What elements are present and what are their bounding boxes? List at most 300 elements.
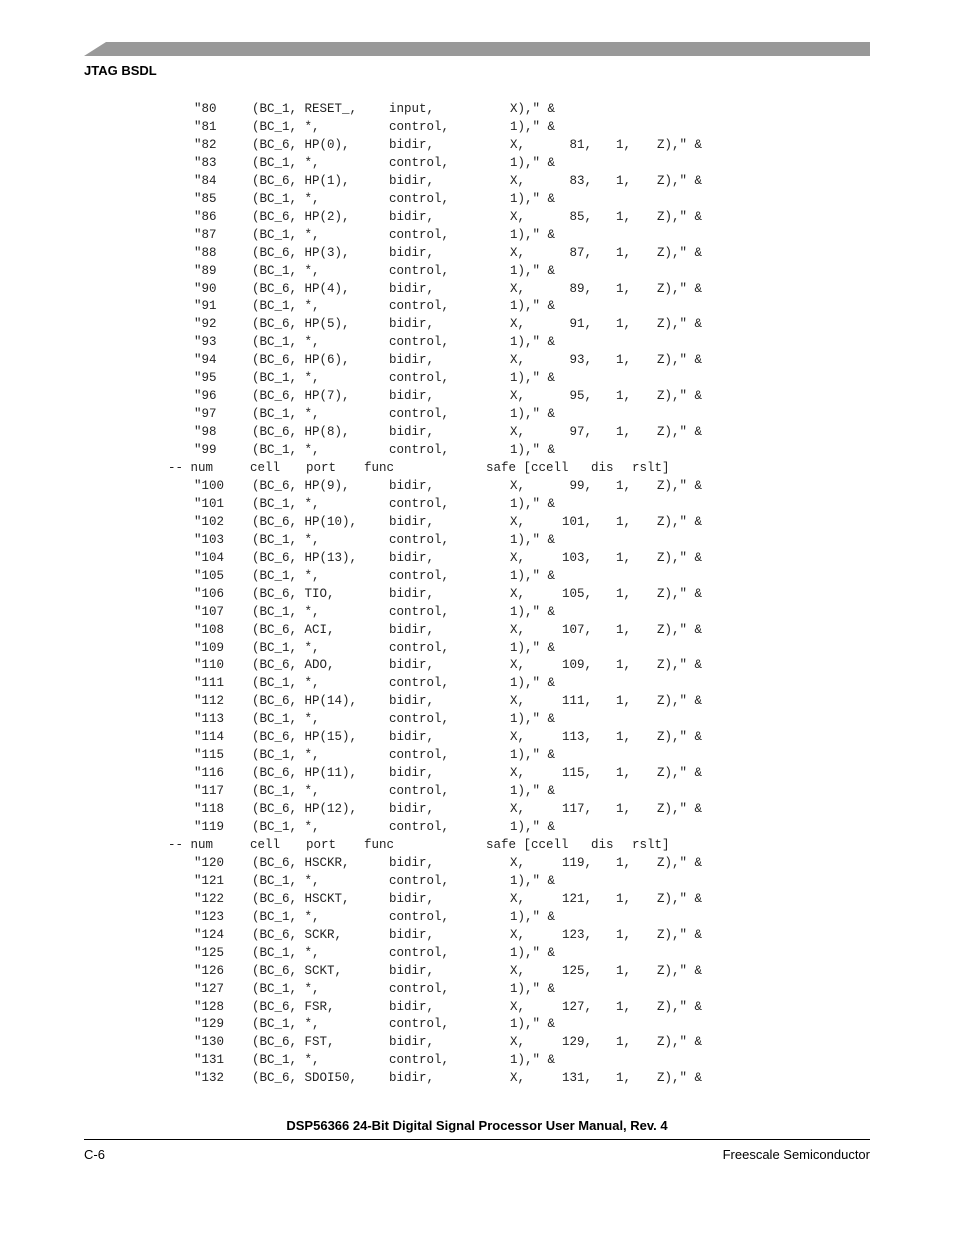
- cell-dis: 1,: [616, 658, 632, 673]
- cell-type: (BC_1, *,: [252, 640, 320, 655]
- column-header: safe [ccell: [486, 837, 569, 852]
- cell-dis: 1,: [616, 963, 632, 978]
- cell-safe: X,: [510, 855, 526, 870]
- cell-type: (BC_6, HP(14),: [252, 694, 358, 709]
- cell-num: "93: [194, 335, 217, 350]
- cell-safe: 1)," &: [510, 155, 556, 170]
- cell-func: bidir,: [389, 766, 435, 781]
- cell-type: (BC_6, SCKT,: [252, 963, 343, 978]
- cell-type: (BC_6, SCKR,: [252, 927, 343, 942]
- cell-num: "83: [194, 155, 217, 170]
- cell-type: (BC_1, *,: [252, 1053, 320, 1068]
- cell-safe: 1)," &: [510, 407, 556, 422]
- cell-type: (BC_1, *,: [252, 443, 320, 458]
- cell-ccell: 89,: [569, 281, 592, 296]
- cell-dis: 1,: [616, 1071, 632, 1086]
- cell-num: "113: [194, 712, 225, 727]
- cell-type: (BC_1, *,: [252, 909, 320, 924]
- cell-rslt: Z)," &: [657, 730, 703, 745]
- cell-dis: 1,: [616, 550, 632, 565]
- cell-num: "129: [194, 1017, 225, 1032]
- cell-safe: 1)," &: [510, 532, 556, 547]
- cell-type: (BC_6, FSR,: [252, 999, 335, 1014]
- cell-num: "105: [194, 568, 225, 583]
- cell-safe: 1)," &: [510, 371, 556, 386]
- company-name: Freescale Semiconductor: [722, 1147, 870, 1162]
- header-banner: [84, 42, 870, 56]
- cell-dis: 1,: [616, 245, 632, 260]
- cell-dis: 1,: [616, 855, 632, 870]
- cell-rslt: Z)," &: [657, 478, 703, 493]
- cell-func: bidir,: [389, 891, 435, 906]
- cell-dis: 1,: [616, 1035, 632, 1050]
- cell-safe: X,: [510, 353, 526, 368]
- cell-rslt: Z)," &: [657, 209, 703, 224]
- cell-type: (BC_6, FST,: [252, 1035, 335, 1050]
- cell-type: (BC_1, *,: [252, 532, 320, 547]
- cell-func: control,: [389, 119, 450, 134]
- cell-rslt: Z)," &: [657, 137, 703, 152]
- cell-num: "126: [194, 963, 225, 978]
- cell-num: "117: [194, 784, 225, 799]
- cell-func: bidir,: [389, 802, 435, 817]
- column-header: dis: [591, 837, 614, 852]
- column-header: cell: [250, 837, 281, 852]
- cell-safe: X,: [510, 245, 526, 260]
- cell-rslt: Z)," &: [657, 694, 703, 709]
- cell-num: "80: [194, 102, 217, 116]
- cell-type: (BC_6, HP(2),: [252, 209, 350, 224]
- cell-num: "132: [194, 1071, 225, 1086]
- cell-num: "131: [194, 1053, 225, 1068]
- cell-ccell: 121,: [561, 891, 592, 906]
- cell-type: (BC_6, HP(1),: [252, 173, 350, 188]
- cell-dis: 1,: [616, 353, 632, 368]
- cell-ccell: 117,: [561, 802, 592, 817]
- cell-type: (BC_1, *,: [252, 496, 320, 511]
- cell-num: "125: [194, 945, 225, 960]
- column-header: safe [ccell: [486, 461, 569, 475]
- cell-rslt: Z)," &: [657, 317, 703, 332]
- column-header: func: [364, 837, 395, 852]
- cell-ccell: 101,: [561, 514, 592, 529]
- cell-rslt: Z)," &: [657, 514, 703, 529]
- cell-func: bidir,: [389, 586, 435, 601]
- cell-num: "124: [194, 927, 225, 942]
- cell-type: (BC_1, *,: [252, 299, 320, 314]
- cell-ccell: 81,: [569, 137, 592, 152]
- cell-ccell: 127,: [561, 999, 592, 1014]
- cell-num: "121: [194, 873, 225, 888]
- cell-type: (BC_6, HSCKT,: [252, 891, 350, 906]
- cell-safe: 1)," &: [510, 299, 556, 314]
- cell-rslt: Z)," &: [657, 999, 703, 1014]
- cell-safe: 1)," &: [510, 568, 556, 583]
- cell-ccell: 91,: [569, 317, 592, 332]
- cell-func: control,: [389, 676, 450, 691]
- cell-func: bidir,: [389, 1071, 435, 1086]
- cell-dis: 1,: [616, 730, 632, 745]
- cell-func: bidir,: [389, 658, 435, 673]
- cell-type: (BC_1, *,: [252, 155, 320, 170]
- cell-func: control,: [389, 227, 450, 242]
- column-header: rslt]: [632, 837, 670, 852]
- cell-dis: 1,: [616, 891, 632, 906]
- column-header: dis: [591, 461, 614, 475]
- cell-dis: 1,: [616, 586, 632, 601]
- cell-num: "95: [194, 371, 217, 386]
- cell-num: "118: [194, 802, 225, 817]
- cell-safe: X,: [510, 694, 526, 709]
- cell-rslt: Z)," &: [657, 766, 703, 781]
- cell-func: bidir,: [389, 927, 435, 942]
- cell-func: bidir,: [389, 353, 435, 368]
- cell-rslt: Z)," &: [657, 586, 703, 601]
- cell-type: (BC_6, HP(4),: [252, 281, 350, 296]
- cell-safe: X)," &: [510, 102, 556, 116]
- cell-type: (BC_6, HP(11),: [252, 766, 358, 781]
- cell-dis: 1,: [616, 317, 632, 332]
- cell-safe: 1)," &: [510, 1017, 556, 1032]
- cell-ccell: 107,: [561, 622, 592, 637]
- cell-dis: 1,: [616, 694, 632, 709]
- cell-func: control,: [389, 155, 450, 170]
- cell-num: "86: [194, 209, 217, 224]
- cell-num: "96: [194, 389, 217, 404]
- cell-safe: X,: [510, 1035, 526, 1050]
- cell-safe: X,: [510, 927, 526, 942]
- cell-func: control,: [389, 496, 450, 511]
- cell-safe: X,: [510, 730, 526, 745]
- cell-type: (BC_1, *,: [252, 604, 320, 619]
- cell-func: control,: [389, 640, 450, 655]
- cell-func: control,: [389, 604, 450, 619]
- cell-func: control,: [389, 371, 450, 386]
- cell-num: "120: [194, 855, 225, 870]
- cell-num: "109: [194, 640, 225, 655]
- cell-type: (BC_1, *,: [252, 945, 320, 960]
- cell-num: "111: [194, 676, 225, 691]
- cell-type: (BC_6, HP(6),: [252, 353, 350, 368]
- cell-rslt: Z)," &: [657, 963, 703, 978]
- cell-func: bidir,: [389, 389, 435, 404]
- cell-safe: 1)," &: [510, 748, 556, 763]
- cell-type: (BC_1, *,: [252, 407, 320, 422]
- cell-rslt: Z)," &: [657, 622, 703, 637]
- cell-func: bidir,: [389, 694, 435, 709]
- cell-rslt: Z)," &: [657, 550, 703, 565]
- cell-func: control,: [389, 299, 450, 314]
- column-header: -- num: [168, 837, 214, 852]
- cell-func: control,: [389, 748, 450, 763]
- cell-rslt: Z)," &: [657, 245, 703, 260]
- cell-ccell: 125,: [561, 963, 592, 978]
- cell-num: "110: [194, 658, 225, 673]
- cell-safe: 1)," &: [510, 784, 556, 799]
- cell-num: "108: [194, 622, 225, 637]
- cell-safe: X,: [510, 173, 526, 188]
- cell-type: (BC_1, *,: [252, 335, 320, 350]
- cell-type: (BC_1, *,: [252, 873, 320, 888]
- cell-safe: X,: [510, 586, 526, 601]
- cell-rslt: Z)," &: [657, 173, 703, 188]
- column-header: -- num: [168, 461, 214, 475]
- cell-type: (BC_6, HP(0),: [252, 137, 350, 152]
- cell-func: bidir,: [389, 963, 435, 978]
- cell-safe: 1)," &: [510, 604, 556, 619]
- cell-safe: X,: [510, 999, 526, 1014]
- cell-func: bidir,: [389, 281, 435, 296]
- cell-ccell: 85,: [569, 209, 592, 224]
- cell-ccell: 123,: [561, 927, 592, 942]
- cell-dis: 1,: [616, 927, 632, 942]
- cell-safe: X,: [510, 389, 526, 404]
- cell-type: (BC_6, HP(13),: [252, 550, 358, 565]
- cell-rslt: Z)," &: [657, 353, 703, 368]
- cell-type: (BC_1, *,: [252, 568, 320, 583]
- cell-func: control,: [389, 712, 450, 727]
- cell-func: bidir,: [389, 1035, 435, 1050]
- cell-func: bidir,: [389, 999, 435, 1014]
- cell-safe: 1)," &: [510, 1053, 556, 1068]
- cell-ccell: 105,: [561, 586, 592, 601]
- cell-safe: X,: [510, 802, 526, 817]
- cell-safe: 1)," &: [510, 496, 556, 511]
- footer-title: DSP56366 24-Bit Digital Signal Processor User Manual, Rev. 4: [286, 1118, 668, 1133]
- cell-safe: X,: [510, 622, 526, 637]
- cell-num: "82: [194, 137, 217, 152]
- cell-ccell: 103,: [561, 550, 592, 565]
- cell-func: bidir,: [389, 209, 435, 224]
- cell-safe: X,: [510, 766, 526, 781]
- cell-dis: 1,: [616, 999, 632, 1014]
- cell-func: bidir,: [389, 514, 435, 529]
- cell-num: "122: [194, 891, 225, 906]
- cell-func: bidir,: [389, 425, 435, 440]
- cell-dis: 1,: [616, 173, 632, 188]
- cell-num: "127: [194, 981, 225, 996]
- cell-num: "114: [194, 730, 225, 745]
- cell-safe: X,: [510, 317, 526, 332]
- cell-rslt: Z)," &: [657, 425, 703, 440]
- cell-func: input,: [389, 102, 435, 116]
- cell-num: "94: [194, 353, 217, 368]
- cell-safe: X,: [510, 281, 526, 296]
- cell-func: control,: [389, 784, 450, 799]
- cell-rslt: Z)," &: [657, 802, 703, 817]
- cell-safe: X,: [510, 137, 526, 152]
- cell-type: (BC_1, *,: [252, 191, 320, 206]
- cell-func: bidir,: [389, 478, 435, 493]
- cell-func: control,: [389, 263, 450, 278]
- cell-num: "89: [194, 263, 217, 278]
- cell-ccell: 99,: [569, 478, 592, 493]
- cell-num: "123: [194, 909, 225, 924]
- cell-dis: 1,: [616, 478, 632, 493]
- cell-num: "102: [194, 514, 225, 529]
- cell-ccell: 83,: [569, 173, 592, 188]
- cell-safe: 1)," &: [510, 873, 556, 888]
- cell-func: bidir,: [389, 137, 435, 152]
- cell-num: "81: [194, 119, 217, 134]
- cell-rslt: Z)," &: [657, 1035, 703, 1050]
- cell-type: (BC_6, HSCKR,: [252, 855, 350, 870]
- cell-num: "112: [194, 694, 225, 709]
- cell-num: "90: [194, 281, 217, 296]
- cell-ccell: 111,: [561, 694, 592, 709]
- cell-num: "84: [194, 173, 217, 188]
- cell-type: (BC_6, HP(3),: [252, 245, 350, 260]
- cell-ccell: 113,: [561, 730, 592, 745]
- column-header: port: [306, 461, 337, 475]
- cell-safe: X,: [510, 425, 526, 440]
- cell-func: control,: [389, 443, 450, 458]
- cell-rslt: Z)," &: [657, 891, 703, 906]
- section-title: JTAG BSDL: [84, 63, 157, 78]
- cell-rslt: Z)," &: [657, 389, 703, 404]
- cell-func: bidir,: [389, 245, 435, 260]
- cell-func: control,: [389, 945, 450, 960]
- cell-num: "97: [194, 407, 217, 422]
- column-header: func: [364, 461, 395, 475]
- cell-dis: 1,: [616, 802, 632, 817]
- cell-func: bidir,: [389, 550, 435, 565]
- cell-dis: 1,: [616, 514, 632, 529]
- cell-type: (BC_1, RESET_,: [252, 102, 358, 116]
- cell-type: (BC_1, *,: [252, 676, 320, 691]
- cell-func: control,: [389, 1017, 450, 1032]
- cell-func: control,: [389, 532, 450, 547]
- cell-type: (BC_1, *,: [252, 371, 320, 386]
- cell-num: "91: [194, 299, 217, 314]
- cell-type: (BC_6, HP(8),: [252, 425, 350, 440]
- cell-dis: 1,: [616, 209, 632, 224]
- cell-type: (BC_6, SDOI50,: [252, 1071, 358, 1086]
- cell-type: (BC_1, *,: [252, 227, 320, 242]
- cell-num: "87: [194, 227, 217, 242]
- cell-ccell: 131,: [561, 1071, 592, 1086]
- cell-type: (BC_6, HP(7),: [252, 389, 350, 404]
- cell-safe: X,: [510, 514, 526, 529]
- cell-type: (BC_1, *,: [252, 981, 320, 996]
- page-number: C-6: [84, 1147, 105, 1162]
- cell-safe: 1)," &: [510, 227, 556, 242]
- cell-func: bidir,: [389, 173, 435, 188]
- footer-divider: [84, 1139, 870, 1140]
- cell-rslt: Z)," &: [657, 281, 703, 296]
- cell-dis: 1,: [616, 622, 632, 637]
- cell-safe: 1)," &: [510, 820, 556, 834]
- cell-num: "99: [194, 443, 217, 458]
- cell-num: "92: [194, 317, 217, 332]
- cell-type: (BC_6, HP(12),: [252, 802, 358, 817]
- cell-ccell: 119,: [561, 855, 592, 870]
- cell-num: "130: [194, 1035, 225, 1050]
- cell-func: control,: [389, 407, 450, 422]
- cell-func: bidir,: [389, 317, 435, 332]
- cell-ccell: 87,: [569, 245, 592, 260]
- cell-dis: 1,: [616, 281, 632, 296]
- cell-dis: 1,: [616, 425, 632, 440]
- cell-func: control,: [389, 568, 450, 583]
- cell-safe: 1)," &: [510, 981, 556, 996]
- cell-type: (BC_6, ACI,: [252, 622, 335, 637]
- cell-num: "107: [194, 604, 225, 619]
- cell-func: control,: [389, 191, 450, 206]
- cell-dis: 1,: [616, 137, 632, 152]
- cell-num: "116: [194, 766, 225, 781]
- column-header: cell: [250, 461, 281, 475]
- cell-rslt: Z)," &: [657, 927, 703, 942]
- cell-type: (BC_6, HP(5),: [252, 317, 350, 332]
- cell-func: bidir,: [389, 855, 435, 870]
- column-header: rslt]: [632, 461, 670, 475]
- cell-func: control,: [389, 873, 450, 888]
- cell-num: "101: [194, 496, 225, 511]
- cell-safe: 1)," &: [510, 640, 556, 655]
- cell-safe: 1)," &: [510, 676, 556, 691]
- cell-dis: 1,: [616, 766, 632, 781]
- cell-rslt: Z)," &: [657, 855, 703, 870]
- cell-type: (BC_6, HP(10),: [252, 514, 358, 529]
- cell-safe: 1)," &: [510, 712, 556, 727]
- cell-type: (BC_1, *,: [252, 712, 320, 727]
- cell-type: (BC_6, ADO,: [252, 658, 335, 673]
- cell-type: (BC_6, HP(9),: [252, 478, 350, 493]
- cell-ccell: 109,: [561, 658, 592, 673]
- cell-num: "85: [194, 191, 217, 206]
- cell-ccell: 129,: [561, 1035, 592, 1050]
- cell-type: (BC_1, *,: [252, 784, 320, 799]
- cell-func: control,: [389, 1053, 450, 1068]
- cell-func: control,: [389, 820, 450, 834]
- cell-safe: X,: [510, 209, 526, 224]
- cell-num: "100: [194, 478, 225, 493]
- cell-type: (BC_6, HP(15),: [252, 730, 358, 745]
- cell-rslt: Z)," &: [657, 658, 703, 673]
- cell-num: "104: [194, 550, 225, 565]
- cell-dis: 1,: [616, 389, 632, 404]
- cell-num: "98: [194, 425, 217, 440]
- cell-type: (BC_1, *,: [252, 119, 320, 134]
- cell-ccell: 93,: [569, 353, 592, 368]
- cell-func: control,: [389, 335, 450, 350]
- cell-type: (BC_1, *,: [252, 748, 320, 763]
- cell-safe: X,: [510, 658, 526, 673]
- cell-func: control,: [389, 909, 450, 924]
- cell-num: "128: [194, 999, 225, 1014]
- cell-num: "119: [194, 820, 225, 834]
- cell-safe: X,: [510, 1071, 526, 1086]
- cell-safe: 1)," &: [510, 945, 556, 960]
- cell-num: "115: [194, 748, 225, 763]
- cell-ccell: 115,: [561, 766, 592, 781]
- cell-safe: 1)," &: [510, 443, 556, 458]
- cell-func: bidir,: [389, 622, 435, 637]
- cell-func: bidir,: [389, 730, 435, 745]
- cell-safe: 1)," &: [510, 263, 556, 278]
- cell-safe: X,: [510, 478, 526, 493]
- cell-ccell: 97,: [569, 425, 592, 440]
- cell-ccell: 95,: [569, 389, 592, 404]
- cell-safe: X,: [510, 891, 526, 906]
- cell-safe: 1)," &: [510, 119, 556, 134]
- cell-func: control,: [389, 981, 450, 996]
- cell-safe: X,: [510, 550, 526, 565]
- cell-num: "103: [194, 532, 225, 547]
- cell-safe: 1)," &: [510, 335, 556, 350]
- cell-num: "106: [194, 586, 225, 601]
